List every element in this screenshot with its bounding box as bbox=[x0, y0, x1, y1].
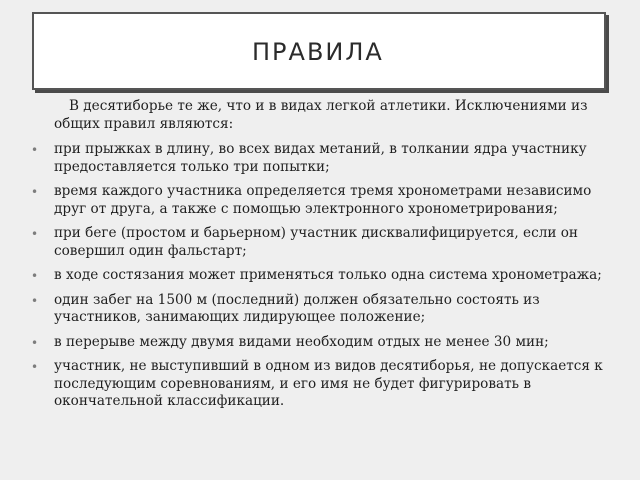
rules-list bbox=[30, 141, 615, 411]
list-item bbox=[30, 292, 615, 327]
list-item-text: в перерыве между двумя видами необходим отдых не менее 30 мин; bbox=[54, 333, 549, 350]
list-item-text: один забег на 1500 м (последний) должен обязательно состоять из участников, занимающих лидирующее положение; bbox=[54, 291, 540, 325]
slide-title: ПРАВИЛА bbox=[252, 38, 384, 66]
bullet-dot-icon: • bbox=[31, 293, 39, 308]
slide-content bbox=[30, 98, 615, 418]
bullet-dot-icon: • bbox=[31, 360, 39, 374]
title-box bbox=[32, 12, 606, 90]
list-item bbox=[30, 334, 615, 352]
list-item bbox=[30, 183, 615, 218]
list-item bbox=[30, 358, 615, 411]
bullet-dot-icon: • bbox=[31, 185, 39, 199]
list-item-text: в ходе состязания может применяться только одна система хронометража; bbox=[54, 267, 602, 283]
bullet-dot-icon: • bbox=[31, 269, 39, 283]
bullet-dot-icon: • bbox=[31, 227, 39, 241]
list-item bbox=[30, 225, 615, 260]
list-item bbox=[30, 141, 615, 176]
bullet-dot-icon: • bbox=[31, 143, 39, 157]
list-item bbox=[30, 267, 615, 285]
bullet-dot-icon: • bbox=[31, 335, 39, 350]
list-item-text: при прыжках в длину, во всех видах метаний, в толкании ядра участнику предоставляется только три попытки; bbox=[54, 141, 587, 175]
list-item-text: время каждого участника определяется тремя хронометрами независимо друг от друга, а также с помощью электронного хронометрирования; bbox=[54, 183, 592, 217]
list-item-text: при беге (простом и барьерном) участник дисквалифицируется, если он совершил один фальстарт; bbox=[54, 225, 578, 259]
intro-paragraph: В десятиборье те же, что и в видах легкой атлетики. Исключениями из общих правил являются: bbox=[54, 98, 588, 132]
list-item-text: участник, не выступивший в одном из видов десятиборья, не допускается к последующим соревнованиям, и его имя не будет фигурировать в окончательной классификации. bbox=[54, 358, 603, 409]
